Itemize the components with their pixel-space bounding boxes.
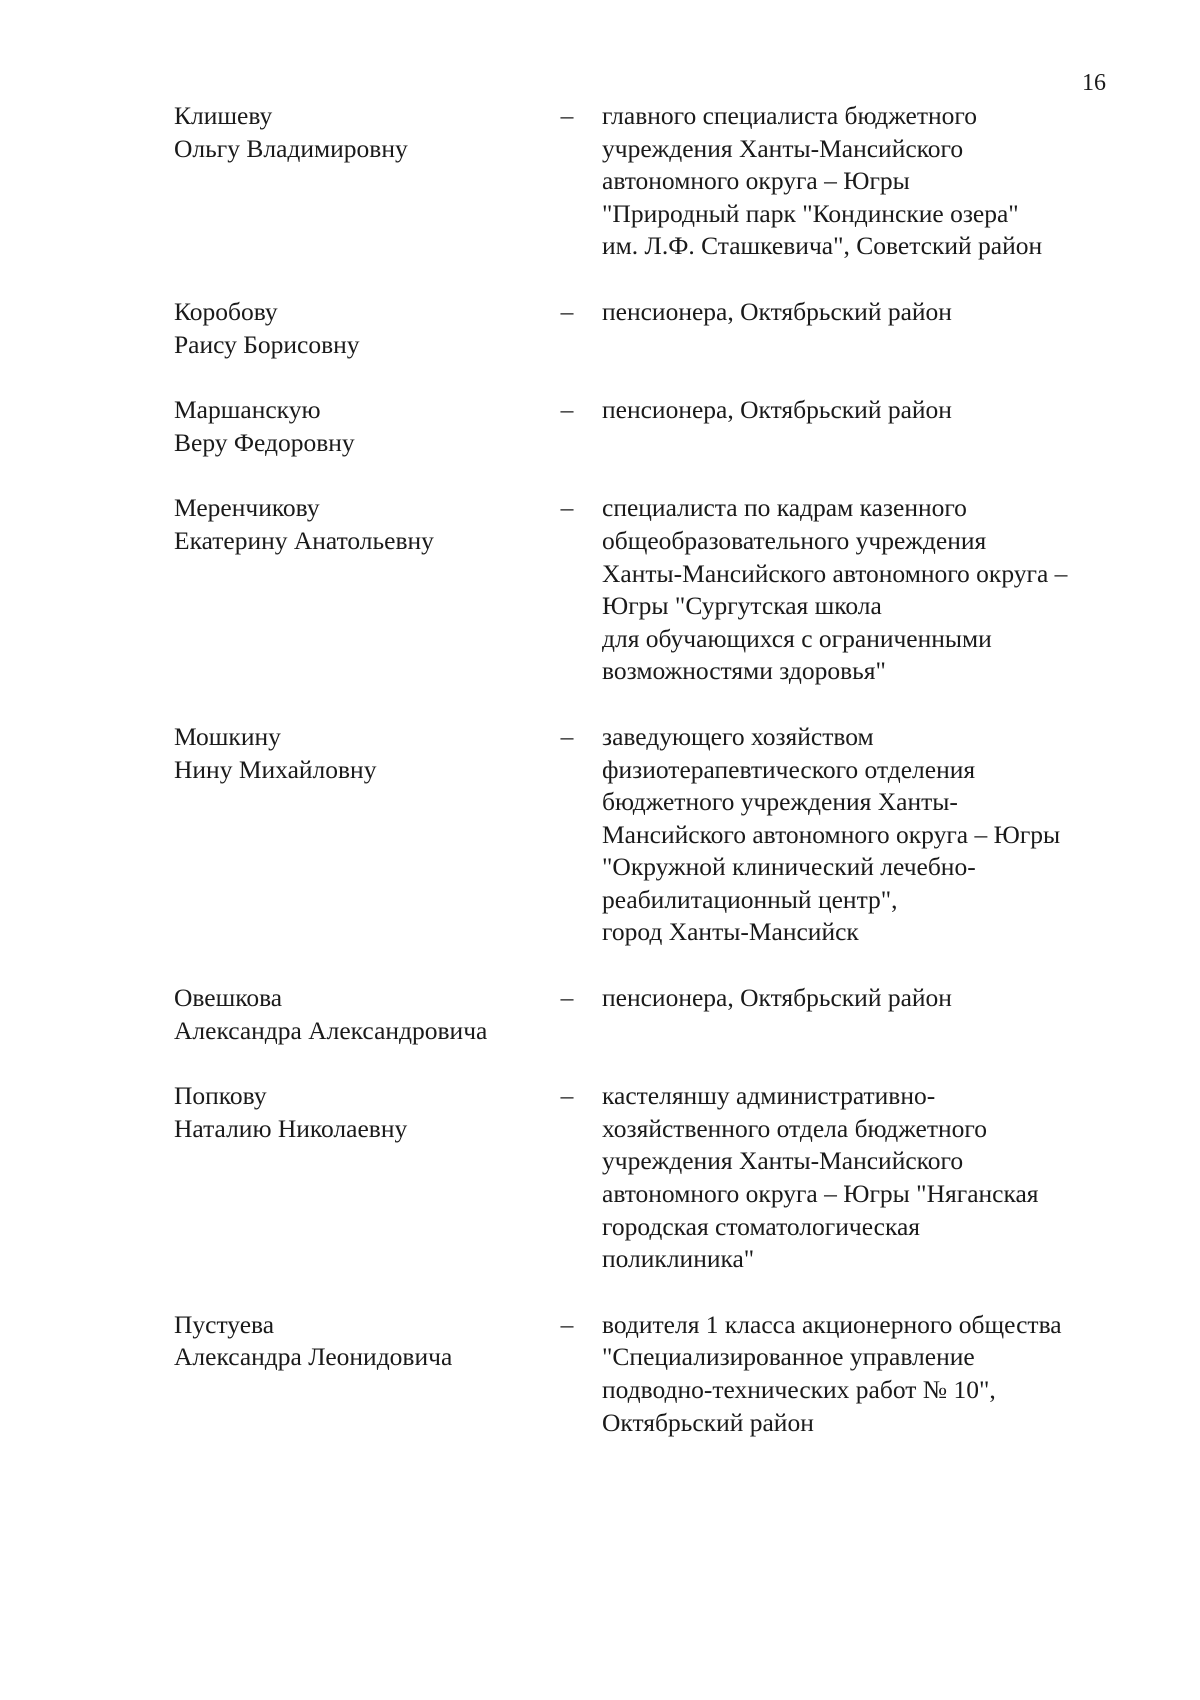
person-position: водителя 1 класса акционерного общества "Специализированное управление подводно-технических работ № 10", Октябрьский район <box>602 1309 1062 1437</box>
dash-separator: – <box>560 395 574 425</box>
person-name: Мошкину Нину Михайловну <box>174 721 377 784</box>
person-name: Меренчикову Екатерину Анатольевну <box>174 493 434 555</box>
dash-separator: – <box>560 296 574 326</box>
list-item <box>174 100 1114 263</box>
dash-separator: – <box>560 983 574 1013</box>
award-list <box>174 100 1114 1439</box>
person-name: Пустуева Александра Леонидовича <box>174 1309 453 1372</box>
dash-separator: – <box>560 493 574 523</box>
person-position: специалиста по кадрам казенного общеобразовательного учреждения Ханты-Мансийского автономного округа – Югры "Сургутская школа для обучающихся с ограниченными возможностями здоровья" <box>602 493 1068 686</box>
dash-separator: – <box>560 1309 574 1339</box>
person-position: пенсионера, Октябрьский район <box>602 296 952 326</box>
dash-separator: – <box>560 721 574 751</box>
list-item <box>174 1080 1114 1276</box>
person-name: Коробову Раису Борисовну <box>174 296 360 359</box>
list-item <box>174 721 1114 949</box>
list-item <box>174 296 1114 361</box>
person-position: главного специалиста бюджетного учреждения Ханты-Мансийского автономного округа – Югры "Природный парк "Кондинские озера" им. Л.Ф. Сташкевича", Советский район <box>602 101 1043 261</box>
list-item <box>174 394 1114 459</box>
person-name: Клишеву Ольгу Владимировну <box>174 101 408 163</box>
person-name: Попкову Наталию Николаевну <box>174 1081 408 1143</box>
person-position: пенсионера, Октябрьский район <box>602 983 952 1013</box>
person-position: заведующего хозяйством физиотерапевтического отделения бюджетного учреждения Ханты- Мансийского автономного округа – Югры "Окружной клинический лечебно- реабилитационный центр", город Ханты-Мансийск <box>602 721 1061 947</box>
person-position: пенсионера, Октябрьский район <box>602 395 952 425</box>
list-item <box>174 492 1114 688</box>
list-item <box>174 1309 1114 1439</box>
page-number: 16 <box>1082 70 1106 96</box>
person-name: Овешкова Александра Александровича <box>174 983 488 1045</box>
dash-separator: – <box>560 101 574 130</box>
person-name: Маршанскую Веру Федоровну <box>174 395 355 457</box>
dash-separator: – <box>560 1081 574 1111</box>
person-position: кастеляншу административно- хозяйственного отдела бюджетного учреждения Ханты-Мансийского автономного округа – Югры "Няганская городская стоматологическая поликлиника" <box>602 1081 1039 1274</box>
list-item <box>174 982 1114 1047</box>
